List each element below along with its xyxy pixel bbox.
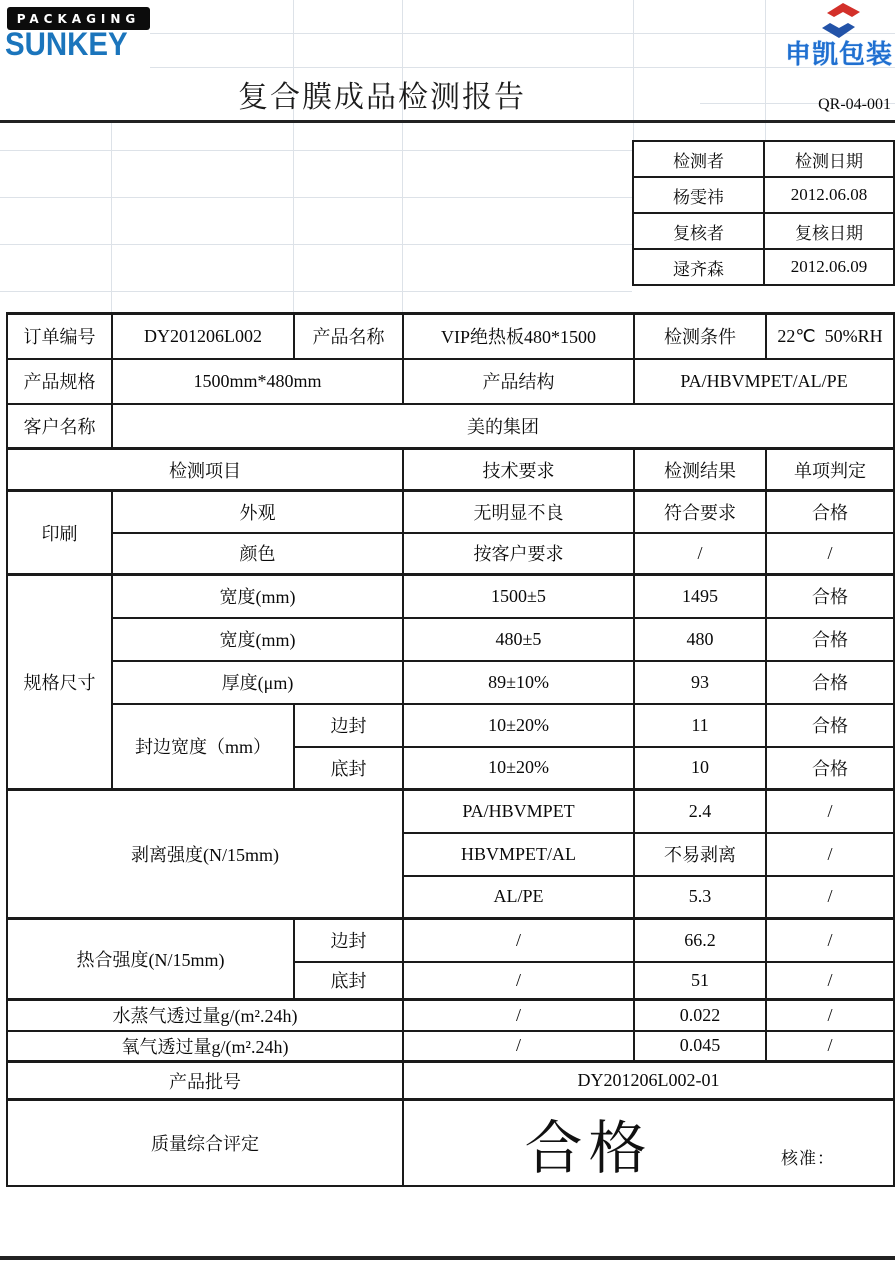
judge-wvtr: /: [766, 1000, 894, 1031]
judge-hbvmpet-al: /: [766, 833, 894, 876]
reviewer-label: 复核者: [633, 213, 764, 249]
customer-name: 美的集团: [112, 404, 894, 449]
grid-line: [0, 150, 632, 151]
group-peel-strength: 剥离强度(N/15mm): [7, 790, 403, 919]
judge-al-pe: /: [766, 876, 894, 919]
grid-line: [150, 33, 895, 34]
item-thickness: 厚度(μm): [112, 661, 403, 704]
grid-line: [402, 0, 403, 312]
req-bottom-seal: 10±20%: [403, 747, 634, 790]
item-color: 颜色: [112, 533, 403, 575]
layer-al-pe: AL/PE: [403, 876, 634, 919]
overall-label: 质量综合评定: [7, 1100, 403, 1187]
item-hs-side: 边封: [294, 919, 403, 962]
item-width-1500: 宽度(mm): [112, 575, 403, 618]
order-no: DY201206L002: [112, 314, 294, 359]
item-width-480: 宽度(mm): [112, 618, 403, 661]
inspector-name: 杨雯祎: [633, 177, 764, 213]
grid-line: [0, 291, 632, 292]
judge-thickness: 合格: [766, 661, 894, 704]
req-hs-side: /: [403, 919, 634, 962]
review-date-label: 复核日期: [764, 213, 894, 249]
inspector-label: 检测者: [633, 141, 764, 177]
judge-pa-hbvmpet: /: [766, 790, 894, 833]
result-width-1500: 1495: [634, 575, 766, 618]
item-appearance: 外观: [112, 491, 403, 533]
header-item: 检测项目: [7, 449, 403, 491]
req-side-seal: 10±20%: [403, 704, 634, 747]
req-color: 按客户要求: [403, 533, 634, 575]
item-wvtr: 水蒸气透过量g/(m².24h): [7, 1000, 403, 1031]
inspect-date-label: 检测日期: [764, 141, 894, 177]
packaging-logo: PACKAGING: [7, 7, 150, 30]
judge-color: /: [766, 533, 894, 575]
product-spec-label: 产品规格: [7, 359, 112, 404]
result-bottom-seal: 10: [634, 747, 766, 790]
grid-line: [0, 244, 632, 245]
group-printing: 印刷: [7, 491, 112, 575]
inspect-date: 2012.06.08: [764, 177, 894, 213]
group-heat-seal: 热合强度(N/15mm): [7, 919, 294, 1000]
page-title: 复合膜成品检测报告: [238, 81, 526, 114]
overall-result-cell: [403, 1100, 894, 1187]
item-otr: 氧气透过量g/(m².24h): [7, 1031, 403, 1062]
result-thickness: 93: [634, 661, 766, 704]
product-name: VIP绝热板480*1500: [403, 314, 634, 359]
batch-label: 产品批号: [7, 1062, 403, 1100]
req-appearance: 无明显不良: [403, 491, 634, 533]
judge-side-seal: 合格: [766, 704, 894, 747]
item-seal-width: 封边宽度（mm）: [112, 704, 294, 790]
result-hbvmpet-al: 不易剥离: [634, 833, 766, 876]
judge-appearance: 合格: [766, 491, 894, 533]
req-thickness: 89±10%: [403, 661, 634, 704]
grid-line: [293, 0, 294, 312]
title-underline: [0, 120, 895, 123]
item-hs-bottom: 底封: [294, 962, 403, 1000]
result-al-pe: 5.3: [634, 876, 766, 919]
judge-hs-bottom: /: [766, 962, 894, 1000]
product-name-label: 产品名称: [294, 314, 403, 359]
req-width-1500: 1500±5: [403, 575, 634, 618]
item-bottom-seal: 底封: [294, 747, 403, 790]
result-wvtr: 0.022: [634, 1000, 766, 1031]
approve-label: 核准：: [781, 1149, 835, 1168]
req-wvtr: /: [403, 1000, 634, 1031]
judge-otr: /: [766, 1031, 894, 1062]
inspection-info-table: [632, 140, 895, 286]
header-requirement: 技术要求: [403, 449, 634, 491]
judge-bottom-seal: 合格: [766, 747, 894, 790]
report-table: [6, 312, 895, 1187]
header-judgement: 单项判定: [766, 449, 894, 491]
result-pa-hbvmpet: 2.4: [634, 790, 766, 833]
req-otr: /: [403, 1031, 634, 1062]
result-width-480: 480: [634, 618, 766, 661]
shenkai-brand-text: 申凯包装: [784, 40, 893, 70]
product-structure: PA/HBVMPET/AL/PE: [634, 359, 894, 404]
customer-label: 客户名称: [7, 404, 112, 449]
header-result: 检测结果: [634, 449, 766, 491]
judge-width-480: 合格: [766, 618, 894, 661]
overall-result: 合格: [524, 1116, 653, 1181]
result-appearance: 符合要求: [634, 491, 766, 533]
batch-no: DY201206L002-01: [403, 1062, 894, 1100]
layer-hbvmpet-al: HBVMPET/AL: [403, 833, 634, 876]
review-date: 2012.06.09: [764, 249, 894, 285]
judge-width-1500: 合格: [766, 575, 894, 618]
grid-line: [765, 0, 766, 140]
req-width-480: 480±5: [403, 618, 634, 661]
judge-hs-side: /: [766, 919, 894, 962]
reviewer-name: 逯齐森: [633, 249, 764, 285]
layer-pa-hbvmpet: PA/HBVMPET: [403, 790, 634, 833]
result-otr: 0.045: [634, 1031, 766, 1062]
grid-line: [0, 197, 632, 198]
page-bottom-rule: [0, 1256, 895, 1260]
doc-code: QR-04-001: [818, 96, 891, 113]
test-condition-label: 检测条件: [634, 314, 766, 359]
grid-line: [150, 67, 895, 68]
sunkey-logo: SUNKEY: [5, 26, 128, 62]
result-hs-bottom: 51: [634, 962, 766, 1000]
result-hs-side: 66.2: [634, 919, 766, 962]
grid-line: [111, 123, 112, 312]
result-color: /: [634, 533, 766, 575]
test-condition: 22℃ 50%RH: [766, 314, 894, 359]
result-side-seal: 11: [634, 704, 766, 747]
grid-line: [633, 0, 634, 140]
order-no-label: 订单编号: [7, 314, 112, 359]
group-dimensions: 规格尺寸: [7, 575, 112, 790]
product-structure-label: 产品结构: [403, 359, 634, 404]
req-hs-bottom: /: [403, 962, 634, 1000]
item-side-seal: 边封: [294, 704, 403, 747]
product-spec: 1500mm*480mm: [112, 359, 403, 404]
